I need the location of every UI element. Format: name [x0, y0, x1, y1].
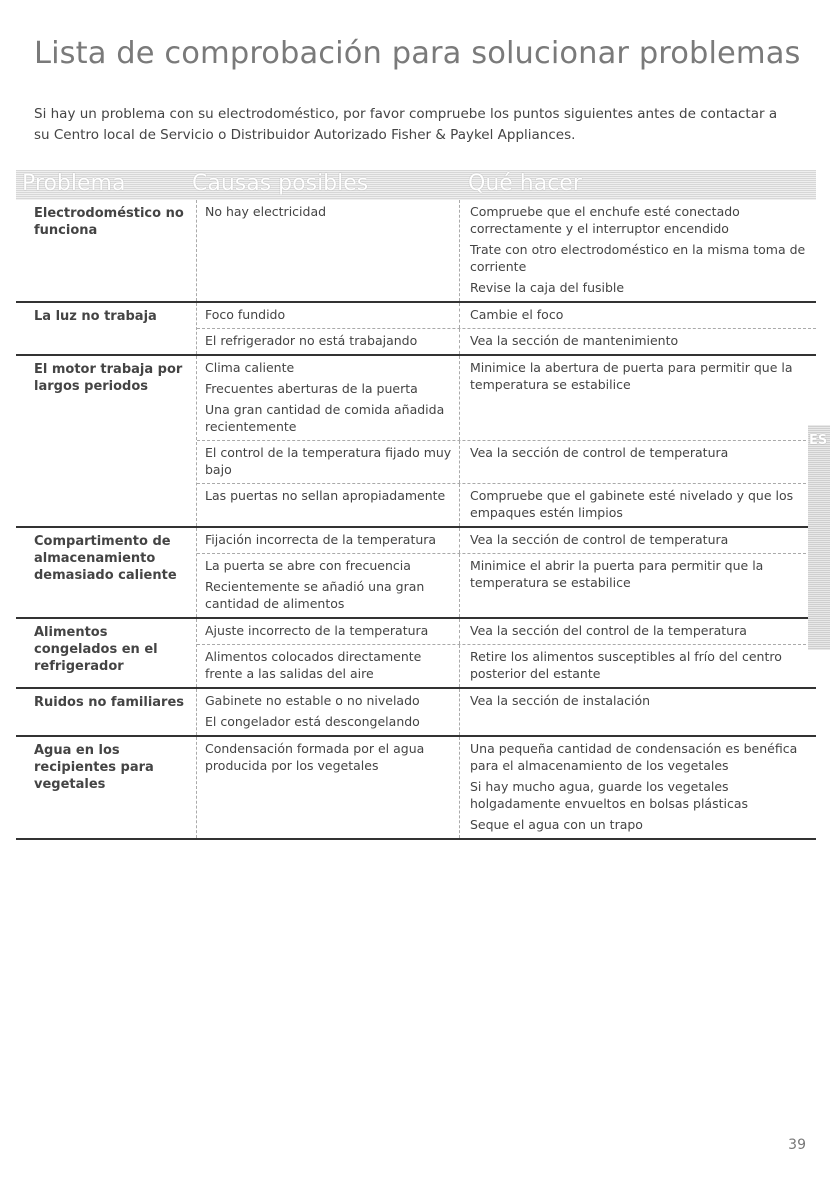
action-cell: [459, 200, 816, 301]
header-todo: Qué hacer: [468, 171, 582, 196]
header-causes: Causas posibles: [192, 171, 369, 196]
action-text: Vea la sección de control de temperatura: [470, 445, 729, 460]
page-title: Lista de comprobación para solucionar problemas: [34, 36, 801, 71]
causes-cell: [197, 737, 459, 838]
causes-cell: [197, 645, 459, 687]
intro-paragraph: Si hay un problema con su electrodoméstico, por favor compruebe los puntos siguientes antes de contactar a su Centro local de Servicio o Distribuidor Autorizado Fisher & Paykel Appliances.: [34, 106, 778, 143]
cause-action-block: [197, 356, 816, 440]
action-text: Vea la sección del control de la temperatura: [470, 623, 747, 638]
cause-text: El control de la temperatura fijado muy bajo: [205, 445, 452, 477]
cause-text: Una gran cantidad de comida añadida recientemente: [205, 402, 445, 434]
troubleshooting-table: [16, 200, 816, 840]
causes-cell: [197, 356, 459, 440]
action-cell: [459, 619, 816, 644]
cause-text: El refrigerador no está trabajando: [205, 333, 418, 348]
cause-action-block: [197, 528, 816, 553]
page-number: 39: [788, 1137, 806, 1153]
action-cell: [459, 689, 816, 735]
problem-cell: Electrodoméstico no funciona: [34, 206, 184, 238]
cause-text: Clima caliente: [205, 360, 295, 375]
cause-action-block: [197, 440, 816, 483]
action-cell: [459, 484, 816, 526]
table-row: [16, 687, 816, 735]
cause-action-block: [197, 737, 816, 838]
action-text: Vea la sección de control de temperatura: [470, 532, 729, 547]
problem-cell: El motor trabaja por largos periodos: [34, 362, 183, 394]
cause-text: Foco fundido: [205, 307, 286, 322]
action-text: Seque el agua con un trapo: [470, 817, 643, 832]
action-cell: [459, 303, 816, 328]
language-tab: [808, 425, 830, 650]
causes-cell: [197, 554, 459, 617]
cause-text: No hay electricidad: [205, 204, 327, 219]
causes-cell: [197, 484, 459, 526]
action-cell: [459, 528, 816, 553]
causes-cell: [197, 441, 459, 483]
cause-action-block: [197, 200, 816, 301]
causes-cell: [197, 329, 459, 354]
cause-text: El congelador está descongelando: [205, 714, 420, 729]
header-problem: Problema: [22, 171, 126, 196]
action-text: Vea la sección de instalación: [470, 693, 651, 708]
action-cell: [459, 441, 816, 483]
cause-action-block: [197, 644, 816, 687]
action-cell: [459, 329, 816, 354]
problem-cell: Ruidos no familiares: [34, 695, 185, 710]
action-text: Una pequeña cantidad de condensación es benéfica para el almacenamiento de los vegetales: [470, 741, 798, 773]
action-text: Retire los alimentos susceptibles al frío del centro posterior del estante: [470, 649, 782, 681]
problem-cell: Compartimento de almacenamiento demasiado caliente: [34, 534, 177, 583]
cause-action-block: [197, 689, 816, 735]
cause-text: Las puertas no sellan apropiadamente: [205, 488, 446, 503]
action-cell: [459, 737, 816, 838]
table-row: [16, 354, 816, 526]
cause-action-block: [197, 328, 816, 354]
cause-text: Alimentos colocados directamente frente a las salidas del aire: [205, 649, 422, 681]
action-text: Cambie el foco: [470, 307, 564, 322]
causes-cell: [197, 619, 459, 644]
action-text: Compruebe que el enchufe esté conectado correctamente y el interruptor encendido: [470, 204, 740, 236]
action-text: Si hay mucho agua, guarde los vegetales holgadamente envueltos en bolsas plásticas: [470, 779, 749, 811]
causes-cell: [197, 303, 459, 328]
table-row: [16, 301, 816, 354]
causes-cell: [197, 528, 459, 553]
cause-text: Condensación formada por el agua producida por los vegetales: [205, 741, 425, 773]
cause-action-block: [197, 553, 816, 617]
problem-cell: Alimentos congelados en el refrigerador: [34, 625, 158, 674]
cause-text: Recientemente se añadió una gran cantidad de alimentos: [205, 579, 425, 611]
problem-cell: Agua en los recipientes para vegetales: [34, 743, 154, 792]
table-row: [16, 735, 816, 838]
action-text: Revise la caja del fusible: [470, 280, 625, 295]
problem-cell: La luz no trabaja: [34, 309, 157, 324]
action-text: Compruebe que el gabinete esté nivelado y que los empaques estén limpios: [470, 488, 794, 520]
action-text: Trate con otro electrodoméstico en la misma toma de corriente: [470, 242, 806, 274]
cause-text: Frecuentes aberturas de la puerta: [205, 381, 418, 396]
cause-text: Ajuste incorrecto de la temperatura: [205, 623, 429, 638]
action-cell: [459, 356, 816, 440]
action-text: Minimice el abrir la puerta para permitir que la temperatura se estabilice: [470, 558, 764, 590]
causes-cell: [197, 689, 459, 735]
cause-action-block: [197, 619, 816, 644]
table-row: [16, 200, 816, 301]
action-cell: [459, 645, 816, 687]
cause-action-block: [197, 483, 816, 526]
action-cell: [459, 554, 816, 617]
table-row: [16, 526, 816, 617]
cause-text: Gabinete no estable o no nivelado: [205, 693, 420, 708]
cause-text: La puerta se abre con frecuencia: [205, 558, 411, 573]
table-row: [16, 617, 816, 687]
cause-text: Fijación incorrecta de la temperatura: [205, 532, 437, 547]
action-text: Vea la sección de mantenimiento: [470, 333, 679, 348]
causes-cell: [197, 200, 459, 301]
action-text: Minimice la abertura de puerta para permitir que la temperatura se estabilice: [470, 360, 793, 392]
language-tab-label: ES: [809, 433, 828, 448]
cause-action-block: [197, 303, 816, 328]
table-header: [16, 170, 816, 200]
